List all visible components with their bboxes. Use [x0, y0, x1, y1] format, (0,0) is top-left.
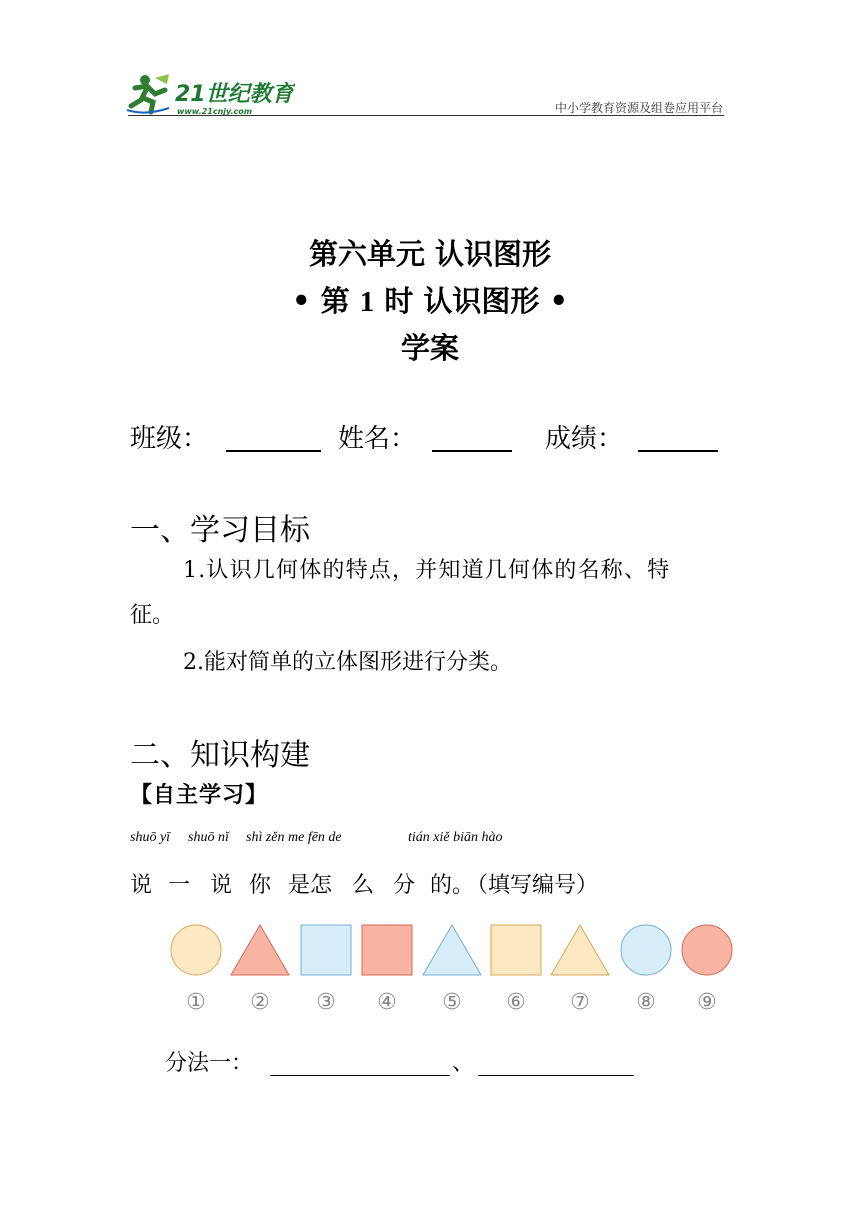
shape-2-triangle [231, 925, 289, 975]
logo-text: 21世纪教育 [175, 82, 294, 107]
logo-url-text: www.21cnjy.com [177, 107, 253, 116]
shape-8-circle [621, 925, 671, 975]
shapes-figure [160, 915, 745, 1025]
shape-8-number: ⑧ [636, 990, 656, 1015]
pinyin-2: shuō nǐ [188, 830, 229, 845]
unit-title: 第六单元 认识图形 [308, 237, 552, 271]
hanzi-5: 是怎 [288, 873, 333, 898]
shape-9-number: ⑨ [697, 990, 717, 1015]
shape-3-square [301, 925, 351, 975]
lesson-prefix: • 第 [291, 284, 350, 318]
pinyin-3: shì zěn me fēn de [246, 830, 342, 845]
method-1-blank-2[interactable] [478, 1075, 634, 1076]
score-label: 成绩： [545, 424, 624, 454]
goal-1-line-2: 征。 [130, 603, 175, 628]
hanzi-1: 说 [130, 873, 153, 898]
hanzi-2: 一 [168, 873, 191, 898]
self-study-heading: 【自主学习】 [130, 783, 269, 808]
hanzi-9: （填写编号） [466, 873, 599, 898]
hanzi-4: 你 [249, 873, 272, 898]
hanzi-8: 的。 [430, 873, 475, 898]
shape-6-number: ⑥ [506, 990, 526, 1015]
method-1-label: 分法一： [165, 1051, 254, 1076]
shape-1-number: ① [186, 990, 206, 1015]
header-divider [128, 115, 724, 116]
class-blank[interactable] [226, 450, 321, 452]
section-heading-goals: 一、学习目标 [130, 513, 310, 548]
shape-2-number: ② [250, 990, 270, 1015]
shape-5-triangle [423, 925, 481, 975]
document-type: 学案 [400, 331, 459, 365]
name-label: 姓名： [338, 424, 417, 454]
shape-3-number: ③ [316, 990, 336, 1015]
shape-6-square [491, 925, 541, 975]
lesson-title [0, 279, 860, 320]
section-heading-knowledge: 二、知识构建 [130, 738, 310, 773]
hanzi-7: 分 [393, 873, 416, 898]
shape-4-number: ④ [377, 990, 397, 1015]
hanzi-6: 么 [352, 873, 375, 898]
shape-7-number: ⑦ [570, 990, 590, 1015]
shape-1-circle [171, 925, 221, 975]
runner-icon [127, 74, 169, 113]
shape-5-number: ⑤ [442, 990, 462, 1015]
lesson-suffix: 时 认识图形 • [384, 284, 569, 318]
pinyin-4: tián xiě biān hào [408, 830, 503, 845]
goal-1-line-1: 1.认识几何体的特点，并知道几何体的名称、特 [183, 558, 671, 583]
shape-9-circle [682, 925, 732, 975]
method-1-blank-1[interactable] [270, 1075, 450, 1076]
shape-4-square [362, 925, 412, 975]
method-1-separator: 、 [452, 1051, 475, 1076]
site-logo [125, 70, 295, 118]
lesson-number: 1 [359, 286, 375, 318]
platform-name: 中小学教育资源及组卷应用平台 [554, 101, 723, 115]
name-blank[interactable] [432, 450, 512, 452]
class-label: 班级： [130, 424, 209, 454]
score-blank[interactable] [638, 450, 718, 452]
pinyin-1: shuō yī [130, 830, 171, 845]
shape-7-triangle [551, 925, 609, 975]
goal-2: 2.能对简单的立体图形进行分类。 [183, 650, 512, 675]
hanzi-3: 说 [210, 873, 233, 898]
